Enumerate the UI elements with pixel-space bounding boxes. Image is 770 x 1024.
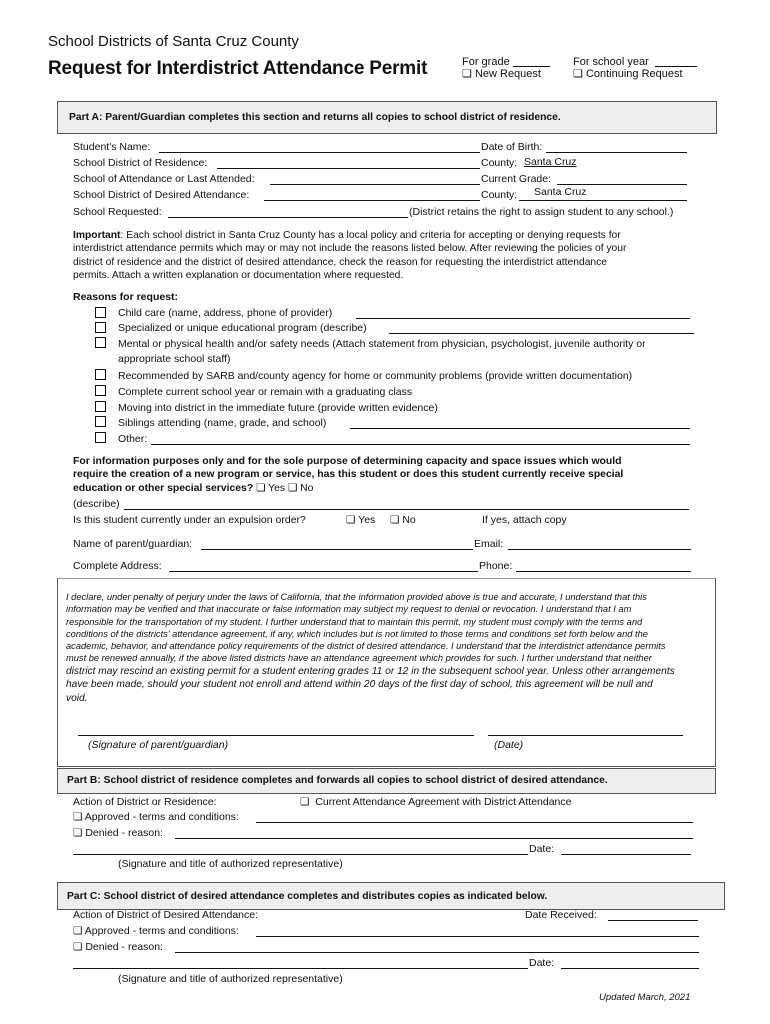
part-b-approved-option[interactable] [73, 810, 239, 824]
declaration-text-large [66, 665, 711, 705]
students-name-label: Student's Name: [73, 141, 151, 153]
reason-checkbox-health[interactable] [95, 337, 106, 348]
reason-label-health: Mental or physical health and/or safety needs (Attach statement from physician, psychologist, juvenile authority or [118, 338, 646, 350]
phone-field[interactable] [516, 571, 691, 572]
county2-field[interactable] [519, 200, 687, 201]
declaration-line: information may be verified and that inaccurate or false information may subject my request to denial or revocation. I understand that I am [66, 604, 632, 615]
special-services-question [73, 455, 713, 495]
part-c-date-received-label: Date Received: [525, 909, 597, 921]
part-a-heading: Part A: Parent/Guardian completes this section and returns all copies to school district of residence. [69, 112, 561, 123]
updated-date: Updated March, 2021 [599, 992, 691, 1003]
part-b-current-agreement-option[interactable] [300, 795, 572, 809]
reason-label-siblings: Siblings attending (name, grade, and school) [118, 417, 327, 429]
part-b-denied-field[interactable] [175, 838, 693, 839]
reason-checkbox-specialized[interactable] [95, 322, 106, 333]
reasons-heading: Reasons for request: [73, 291, 179, 303]
desired-district-field[interactable] [264, 200, 480, 201]
describe-field[interactable] [124, 509, 689, 510]
attach-copy-note: If yes, attach copy [482, 514, 567, 526]
students-name-field[interactable] [159, 152, 480, 153]
checkbox-icon: ❏ [346, 514, 356, 526]
part-b-action-label: Action of District or Residence: [73, 796, 217, 808]
special-no-option[interactable] [288, 483, 314, 494]
county2-value[interactable]: Santa Cruz [534, 186, 587, 198]
dob-field[interactable] [546, 152, 687, 153]
parent-signature-field[interactable] [78, 735, 474, 736]
important-text-2: interdistrict attendance permits which may or may not include the reasons listed below. After reviewing the policies of your [73, 243, 627, 255]
important-paragraph [73, 229, 703, 283]
part-c-approved-option[interactable] [73, 924, 239, 938]
expulsion-question: Is this student currently under an expulsion order? [73, 514, 306, 526]
checkbox-icon: ❏ [256, 482, 266, 494]
email-label: Email: [474, 538, 504, 550]
county-label: County: [481, 157, 518, 169]
part-c-header [57, 882, 725, 910]
declaration-text [66, 591, 706, 665]
address-field[interactable] [169, 571, 478, 572]
new-request-label: New Request [474, 68, 541, 80]
part-c-signature-caption: (Signature and title of authorized representative) [118, 973, 343, 985]
school-attended-label: School of Attendance or Last Attended: [73, 173, 255, 185]
part-b-approved-field[interactable] [256, 822, 693, 823]
parent-signature-date-caption: (Date) [494, 739, 524, 751]
current-grade-field[interactable] [557, 184, 687, 185]
part-c-denied-option[interactable] [73, 940, 163, 954]
part-b-denied-option[interactable] [73, 826, 163, 840]
org-name: School Districts of Santa Cruz County [48, 33, 299, 50]
part-a-header [57, 101, 717, 134]
reason-field-other[interactable] [151, 444, 690, 445]
part-b-denied-label: Denied - reason: [85, 827, 163, 839]
reason-label-sarb: Recommended by SARB and/county agency for home or community problems (provide written documentation) [118, 370, 633, 382]
part-c-approved-label: Approved - terms and conditions: [84, 925, 239, 937]
continuing-request-checkbox[interactable] [573, 67, 683, 81]
district-residence-field[interactable] [217, 168, 480, 169]
reason-checkbox-siblings[interactable] [95, 416, 106, 427]
part-c-date-label: Date: [529, 957, 555, 969]
checkbox-icon: ❏ [73, 925, 83, 937]
declaration-line: I declare, under penalty of perjury under the laws of California, that the information provided above is true and accurate, I understand that this [66, 592, 647, 602]
dob-label: Date of Birth: [481, 141, 543, 153]
declaration-line: conditions of the districts' attendance agreement, if any, which includes but is not limited to those terms and conditions set forth below and the [66, 628, 648, 639]
parent-name-label: Name of parent/guardian: [73, 538, 193, 550]
county-value[interactable]: Santa Cruz [524, 156, 577, 168]
important-label: Important [73, 230, 121, 241]
declaration-line: responsible for the transportation of my student. I further understand that to maintain this permit, my student must comply with the terms and [66, 616, 643, 627]
continuing-request-label: Continuing Request [585, 68, 683, 80]
expulsion-no-option[interactable] [390, 513, 416, 527]
checkbox-icon: ❏ [73, 941, 83, 953]
checkbox-icon: ❏ [390, 514, 400, 526]
part-c-date-received-field[interactable] [608, 920, 698, 921]
district-note: (District retains the right to assign student to any school.) [409, 206, 674, 218]
part-c-date-field[interactable] [561, 968, 699, 969]
checkbox-icon: ❏ [462, 68, 472, 80]
reason-label-child-care: Child care (name, address, phone of provider) [118, 307, 333, 319]
special-yes-label: Yes [268, 482, 286, 494]
reason-checkbox-other[interactable] [95, 432, 106, 443]
part-c-heading: Part C: School district of desired attendance completes and distributes copies as indicated below. [67, 891, 548, 902]
declaration-line: void. [66, 692, 88, 704]
county2-label: County: [481, 189, 518, 201]
reason-label-health-cont: appropriate school staff) [118, 353, 231, 365]
important-text-3: district of residence and the district of desired attendance, check the reason for requesting the interdistrict attendance [73, 256, 608, 268]
expulsion-yes-label: Yes [358, 514, 376, 526]
part-b-date-field[interactable] [561, 854, 691, 855]
checkbox-icon: ❏ [287, 482, 298, 494]
school-attended-field[interactable] [270, 184, 480, 185]
reason-field-specialized[interactable] [389, 333, 694, 334]
reason-label-specialized: Specialized or unique educational program (describe) [118, 322, 367, 334]
part-b-signature-field[interactable] [73, 854, 528, 855]
part-c-approved-field[interactable] [256, 936, 699, 937]
district-residence-label: School District of Residence: [73, 157, 208, 169]
new-request-checkbox[interactable] [462, 67, 541, 81]
declaration-line: have been made, should your student not enroll and attend within 20 days of the first day of school, this agreement will be null and [66, 679, 653, 691]
email-field[interactable] [508, 549, 691, 550]
part-b-current-agreement-label: Current Attendance Agreement with District Attendance [315, 796, 572, 808]
checkbox-icon: ❏ [73, 827, 83, 839]
reason-checkbox-child-care[interactable] [95, 307, 106, 318]
info-line-1: For information purposes only and for the sole purpose of determining capacity and space issues which would [73, 456, 622, 467]
reason-checkbox-moving[interactable] [95, 401, 106, 412]
checkbox-icon: ❏ [300, 796, 310, 808]
current-grade-label: Current Grade: [481, 173, 552, 185]
part-c-action-label: Action of District of Desired Attendance: [73, 909, 259, 921]
part-b-header [57, 768, 716, 794]
reason-field-siblings[interactable] [350, 428, 690, 429]
declaration-line: must be renewed annually, if the above listed districts have an attendance agreement which provides for such. I further understand that neither [66, 653, 652, 664]
part-c-denied-label: Denied - reason: [85, 941, 163, 953]
part-b-approved-label: Approved - terms and conditions: [84, 811, 239, 823]
for-grade-label: For grade [462, 56, 510, 68]
special-no-label: No [300, 482, 314, 494]
reason-checkbox-complete-year[interactable] [95, 385, 106, 396]
reason-checkbox-sarb[interactable] [95, 369, 106, 380]
checkbox-icon: ❏ [73, 811, 83, 823]
school-requested-field[interactable] [168, 217, 408, 218]
parent-signature-caption: (Signature of parent/guardian) [88, 739, 229, 751]
important-text-1: : Each school district in Santa Cruz County has a local policy and criteria for accepting or denying requests for [120, 230, 621, 241]
expulsion-yes-option[interactable] [346, 513, 375, 527]
school-requested-label: School Requested: [73, 206, 162, 218]
expulsion-no-label: No [402, 514, 416, 526]
part-c-signature-field[interactable] [73, 968, 528, 969]
part-b-heading: Part B: School district of residence completes and forwards all copies to school district of desired attendance. [67, 775, 608, 786]
info-line-3: education or other special services? [73, 482, 254, 494]
address-label: Complete Address: [73, 560, 162, 572]
desired-district-label: School District of Desired Attendance: [73, 189, 250, 201]
special-yes-option[interactable] [256, 483, 285, 494]
declaration-box [57, 578, 716, 767]
describe-label: (describe) [73, 498, 120, 510]
part-b-signature-caption: (Signature and title of authorized representative) [118, 858, 343, 870]
phone-label: Phone: [479, 560, 513, 572]
checkbox-icon: ❏ [573, 68, 583, 80]
part-b-date-label: Date: [529, 843, 555, 855]
declaration-line: academic, behavior, and attendance policy requirements of the district of desired attendance. I understand that the interdistrict attendance permits [66, 641, 666, 652]
declaration-line: district may rescind an existing permit for a student entering grades 11 or 12 in the subsequent school year. Unless other arrangements [66, 666, 675, 677]
for-school-year-label: For school year [573, 56, 649, 68]
parent-name-field[interactable] [201, 549, 473, 550]
reason-label-complete-year: Complete current school year or remain with a graduating class [118, 386, 413, 398]
parent-signature-date-field[interactable] [488, 735, 683, 736]
reason-label-moving: Moving into district in the immediate future (provide written evidence) [118, 402, 438, 414]
page-title: Request for Interdistrict Attendance Permit [48, 58, 428, 79]
reason-field-child-care[interactable] [356, 318, 690, 319]
important-text-4: permits. Attach a written explanation or documentation where requested. [73, 270, 404, 282]
info-line-2: require the creation of a new program or service, has this student or does this student currently receive special [73, 469, 624, 481]
part-c-denied-field[interactable] [175, 952, 699, 953]
reason-label-other: Other: [118, 433, 148, 445]
